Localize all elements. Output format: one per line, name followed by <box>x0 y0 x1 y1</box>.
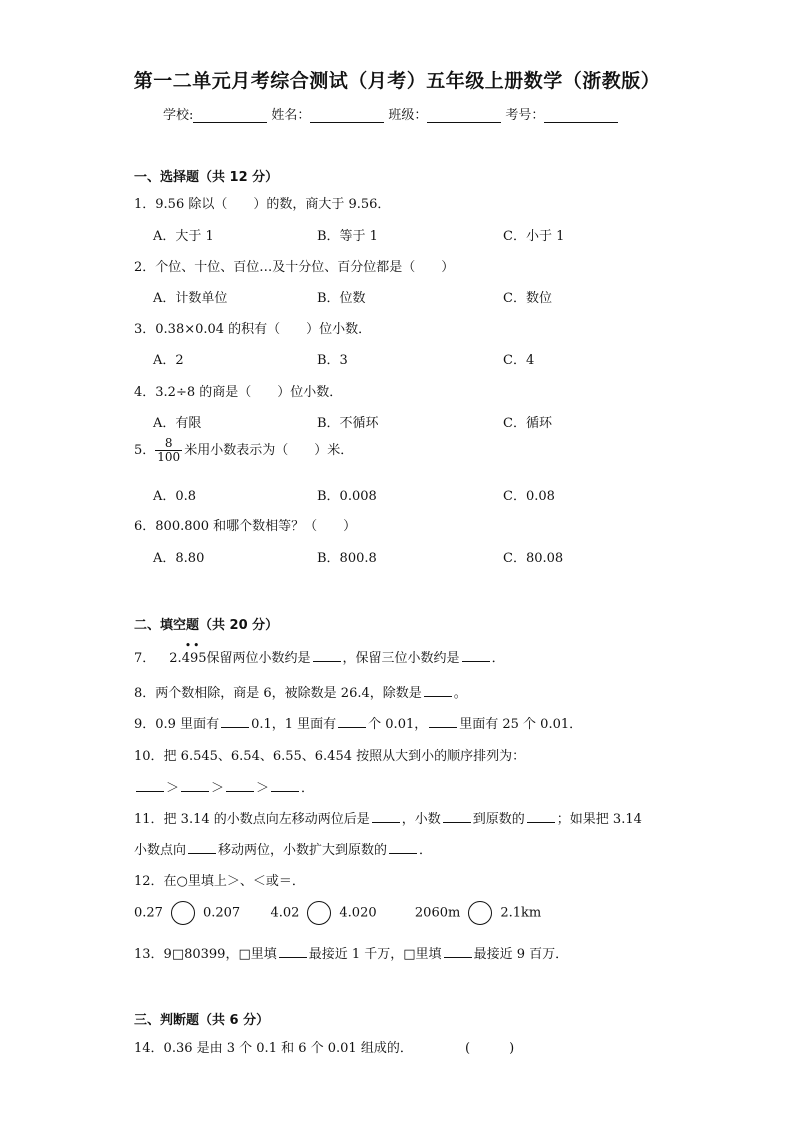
answer-blank[interactable] <box>444 945 472 958</box>
question-4: 4．3.2÷8 的商是（ ）位小数． <box>134 385 343 400</box>
answer-blank[interactable] <box>372 810 400 823</box>
q1-option-c[interactable]: C．小于 1 <box>503 229 565 244</box>
answer-blank[interactable] <box>443 810 471 823</box>
q4-option-b[interactable]: B．不循环 <box>317 416 379 431</box>
section-heading: 一、选择题（共 12 分） <box>134 170 279 185</box>
q2-option-a[interactable]: A．计数单位 <box>153 291 228 306</box>
repeat-dot: • <box>184 639 192 652</box>
question-10: 10．把 6.545、6.54、6.55、6.454 按照从大到小的顺序排列为： <box>134 749 526 764</box>
answer-blank[interactable] <box>271 779 299 792</box>
q5-option-c[interactable]: C．0.08 <box>503 489 555 504</box>
answer-blank[interactable] <box>389 841 417 854</box>
question-2: 2．个位、十位、百位…及十分位、百分位都是（ ） <box>134 260 455 275</box>
student-info <box>163 104 622 123</box>
exam-no-field[interactable] <box>544 108 618 123</box>
question-13: 13．9□80399，□里填 最接近 1 千万，□里填 最接近 9 百万． <box>134 947 569 962</box>
question-7: 7． 2. • 4 • 95保留两位小数约是 ，保留三位小数约是 ． <box>134 639 505 666</box>
class-label: 班级： <box>388 108 428 123</box>
question-5 <box>134 437 353 464</box>
q6-option-b[interactable]: B．800.8 <box>317 551 377 566</box>
judgement-answer[interactable]: ( ) <box>465 1041 515 1056</box>
exam-no-label: 考号： <box>505 108 545 123</box>
q6-option-c[interactable]: C．80.08 <box>503 551 564 566</box>
q2-option-c[interactable]: C．数位 <box>503 291 552 306</box>
fraction-numerator: 8 <box>155 437 182 451</box>
q2-option-b[interactable]: B．位数 <box>317 291 366 306</box>
question-10-answer: ＞ ＞ ＞ ． <box>134 777 314 796</box>
school-field[interactable] <box>193 108 267 123</box>
answer-blank[interactable] <box>279 945 307 958</box>
section-heading: 二、填空题（共 20 分） <box>134 618 279 633</box>
fraction-denominator: 100 <box>157 450 181 464</box>
school-label: 学校: <box>163 108 194 123</box>
answer-blank[interactable] <box>136 779 164 792</box>
name-field[interactable] <box>310 108 384 123</box>
q3-option-c[interactable]: C．4 <box>503 353 535 368</box>
q3-option-b[interactable]: B．3 <box>317 353 348 368</box>
question-11-cont: 小数点向 移动两位，小数扩大到原数的 ． <box>134 843 433 858</box>
q5-number: 5． <box>134 443 156 458</box>
answer-blank[interactable] <box>188 841 216 854</box>
question-8: 8．两个数相除，商是 6，被除数是 26.4，除数是 。 <box>134 686 467 701</box>
page-title: 第一二单元月考综合测试（月考）五年级上册数学（浙教版） <box>133 70 661 92</box>
q5-text: 米用小数表示为（ ）米． <box>184 443 354 458</box>
repeat-dot: • <box>192 639 200 652</box>
question-14: 14．0.36 是由 3 个 0.1 和 6 个 0.01 组成的． <box>134 1041 413 1056</box>
name-label: 姓名： <box>271 108 311 123</box>
question-12: 12．在○里填上＞、＜或＝． <box>134 874 305 889</box>
question-9: 9．0.9 里面有 0.1，1 里面有 个 0.01， 里面有 25 个 0.01． <box>134 717 583 732</box>
compare-circle[interactable] <box>307 901 331 925</box>
q7-number: 7． <box>134 651 156 666</box>
answer-blank[interactable] <box>181 779 209 792</box>
q1-option-a[interactable]: A．大于 1 <box>153 229 214 244</box>
repeating-decimal: 2. • 4 • 95 <box>169 639 207 666</box>
q1-option-b[interactable]: B．等于 1 <box>317 229 378 244</box>
class-field[interactable] <box>427 108 501 123</box>
answer-blank[interactable] <box>424 684 452 697</box>
q3-option-a[interactable]: A．2 <box>153 353 184 368</box>
answer-blank[interactable] <box>313 649 341 662</box>
fraction <box>155 437 182 464</box>
question-6: 6．800.800 和哪个数相等？（ ） <box>134 519 357 534</box>
compare-circle[interactable] <box>171 901 195 925</box>
q6-option-a[interactable]: A．8.80 <box>153 551 205 566</box>
answer-blank[interactable] <box>527 810 555 823</box>
section-heading: 三、判断题（共 6 分） <box>134 1013 270 1028</box>
answer-blank[interactable] <box>462 649 490 662</box>
question-1: 1．9.56 除以（ ）的数，商大于 9.56． <box>134 197 391 212</box>
compare-circle[interactable] <box>468 901 492 925</box>
question-12-items: 0.27 0.207 4.02 4.020 2060m 2.1km <box>134 901 541 925</box>
q4-option-a[interactable]: A．有限 <box>153 416 202 431</box>
answer-blank[interactable] <box>338 715 366 728</box>
q5-option-b[interactable]: B．0.008 <box>317 489 377 504</box>
q4-option-c[interactable]: C．循环 <box>503 416 552 431</box>
answer-blank[interactable] <box>429 715 457 728</box>
answer-blank[interactable] <box>226 779 254 792</box>
question-11: 11．把 3.14 的小数点向左移动两位后是 ，小数 到原数的 ；如果把 3.14 <box>134 812 642 827</box>
answer-blank[interactable] <box>221 715 249 728</box>
q5-option-a[interactable]: A．0.8 <box>153 489 197 504</box>
question-3: 3．0.38×0.04 的积有（ ）位小数． <box>134 322 372 337</box>
